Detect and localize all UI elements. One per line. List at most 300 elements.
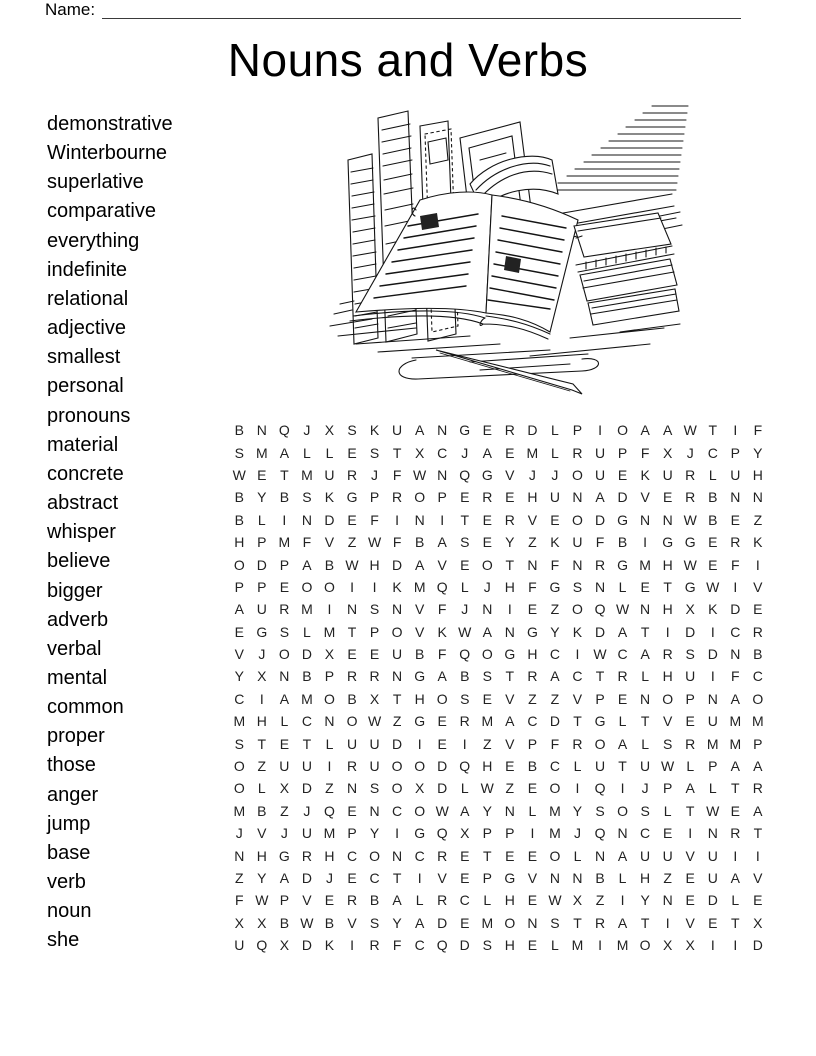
grid-cell: X [234, 914, 244, 931]
grid-cell: L [708, 466, 717, 483]
grid-cell: C [640, 825, 651, 842]
grid-cell: G [278, 847, 290, 864]
grid-cell: L [551, 937, 559, 954]
grid-cell: T [595, 668, 605, 685]
grid-cell: Z [483, 735, 492, 752]
grid-cell: H [504, 937, 515, 954]
grid-cell: O [617, 802, 629, 819]
grid-cell: C [549, 646, 560, 663]
grid-cell: W [683, 511, 697, 528]
stacked-books [574, 213, 679, 325]
grid-cell: M [549, 825, 561, 842]
grid-cell: R [662, 646, 673, 663]
grid-cell: Q [436, 937, 448, 954]
grid-cell: T [573, 713, 582, 730]
word-list-item: common [47, 696, 124, 719]
grid-cell: W [661, 758, 675, 775]
grid-cell: M [323, 825, 336, 842]
grid-cell: S [302, 489, 312, 506]
grid-cell: M [323, 623, 336, 640]
word-list-item: superlative [47, 171, 144, 194]
word-list-item: verbal [47, 637, 102, 660]
grid-cell: R [752, 623, 763, 640]
grid-cell: U [707, 713, 718, 730]
grid-cell: E [550, 511, 560, 528]
grid-cell: G [684, 534, 696, 551]
grid-cell: D [301, 780, 312, 797]
grid-cell: D [594, 623, 606, 640]
grid-cell: F [753, 422, 763, 439]
grid-cell: S [662, 735, 673, 752]
grid-cell: R [730, 534, 741, 551]
grid-cell: O [572, 511, 583, 528]
grid-cell: G [459, 422, 471, 439]
grid-cell: Y [257, 870, 267, 886]
grid-cell: I [395, 511, 400, 528]
grid-cell: O [549, 847, 561, 864]
grid-cell: N [640, 601, 651, 618]
grid-cell: R [369, 668, 380, 685]
word-list-item: jump [47, 812, 91, 835]
grid-cell: E [505, 489, 515, 506]
grid-cell: W [706, 578, 720, 595]
grid-cell: V [527, 511, 538, 528]
books-illustration [320, 98, 694, 412]
grid-cell: N [707, 825, 718, 842]
grid-cell: I [575, 780, 580, 797]
grid-cell: N [346, 780, 358, 797]
word-list-item: personal [47, 375, 124, 398]
grid-cell: R [346, 758, 358, 775]
grid-cell: V [414, 601, 425, 618]
grid-cell: A [617, 847, 628, 864]
grid-cell: Y [234, 668, 244, 685]
grid-cell: E [527, 780, 538, 797]
grid-cell: Y [505, 534, 515, 551]
grid-cell: A [617, 914, 628, 931]
grid-cell: W [367, 534, 382, 551]
grid-cell: H [752, 466, 763, 483]
word-list-item: pronouns [47, 404, 131, 427]
grid-cell: Z [325, 780, 334, 797]
word-list-item: anger [47, 783, 99, 806]
grid-cell: W [435, 802, 449, 819]
grid-cell: B [234, 489, 244, 506]
grid-cell: L [415, 892, 424, 909]
grid-cell: R [504, 422, 515, 439]
grid-cell: K [708, 601, 718, 618]
grid-cell: E [437, 713, 447, 730]
grid-cell: X [685, 601, 695, 618]
grid-cell: E [460, 914, 470, 931]
grid-cell: S [482, 668, 492, 685]
grid-cell: N [752, 489, 763, 506]
grid-cell: N [279, 668, 290, 685]
grid-cell: I [598, 422, 602, 439]
grid-cell: H [662, 601, 673, 618]
grid-cell: Y [482, 802, 492, 819]
grid-cell: C [549, 758, 560, 775]
grid-cell: E [347, 802, 357, 819]
grid-cell: I [327, 758, 332, 775]
grid-cell: T [685, 802, 695, 819]
grid-cell: A [460, 802, 470, 819]
grid-cell: N [324, 713, 335, 730]
grid-cell: O [324, 578, 335, 595]
grid-cell: R [346, 466, 358, 483]
grid-cell: D [685, 623, 696, 640]
grid-cell: E [685, 713, 695, 730]
grid-cell: J [235, 825, 243, 842]
grid-cell: Q [594, 780, 606, 797]
grid-cell: T [640, 623, 650, 640]
grid-cell: E [460, 870, 470, 886]
grid-cell: V [572, 690, 583, 707]
grid-cell: K [572, 623, 583, 640]
grid-cell: P [257, 578, 267, 595]
grid-cell: N [392, 601, 403, 618]
grid-cell: F [392, 937, 402, 954]
grid-cell: P [324, 668, 335, 685]
grid-cell: N [527, 556, 538, 573]
grid-cell: M [729, 735, 742, 752]
grid-cell: O [752, 690, 764, 707]
grid-cell: T [731, 780, 740, 797]
grid-cell: L [257, 511, 266, 528]
grid-cell: A [414, 422, 425, 439]
word-list-item: concrete [47, 462, 124, 485]
grid-cell: G [414, 668, 426, 685]
grid-cell: T [392, 690, 402, 707]
grid-cell: J [371, 466, 379, 483]
grid-cell: N [346, 601, 358, 618]
grid-cell: I [395, 825, 400, 842]
grid-cell: B [753, 646, 763, 663]
grid-cell: P [617, 444, 628, 461]
grid-cell: N [504, 623, 515, 640]
grid-cell: O [639, 937, 651, 954]
grid-cell: L [483, 892, 492, 909]
grid-cell: I [710, 623, 715, 640]
grid-cell: A [482, 444, 492, 461]
grid-cell: R [437, 847, 448, 864]
grid-cell: E [505, 847, 515, 864]
grid-cell: A [730, 758, 740, 775]
grid-cell: Z [257, 758, 267, 775]
grid-cell: Z [234, 870, 244, 886]
grid-cell: P [279, 556, 290, 573]
grid-cell: X [685, 937, 695, 954]
grid-cell: A [437, 668, 447, 685]
grid-cell: B [527, 758, 538, 775]
grid-cell: D [392, 735, 403, 752]
grid-cell: P [279, 892, 290, 909]
grid-cell: N [730, 489, 741, 506]
grid-cell: U [640, 758, 651, 775]
grid-cell: J [573, 825, 581, 842]
grid-cell: L [460, 780, 469, 797]
grid-cell: Q [436, 825, 448, 842]
grid-cell: R [617, 668, 628, 685]
grid-cell: Y [257, 489, 267, 506]
grid-cell: V [505, 466, 515, 483]
grid-cell: R [730, 825, 741, 842]
grid-cell: G [256, 623, 268, 640]
grid-cell: I [643, 534, 648, 551]
word-list-item: she [47, 929, 80, 952]
grid-cell: R [346, 668, 358, 685]
grid-cell: I [530, 825, 535, 842]
grid-cell: R [279, 601, 290, 618]
grid-cell: F [437, 601, 447, 618]
grid-cell: Z [663, 870, 672, 886]
word-list-item: verb [47, 871, 86, 894]
grid-cell: C [414, 847, 425, 864]
grid-cell: Q [256, 937, 268, 954]
grid-cell: B [347, 690, 357, 707]
grid-cell: I [372, 578, 377, 595]
word-list-item: material [47, 433, 119, 456]
grid-cell: I [575, 646, 580, 663]
grid-cell: P [572, 422, 583, 439]
grid-cell: E [708, 556, 718, 573]
grid-cell: M [301, 690, 313, 707]
grid-cell: F [731, 668, 740, 685]
grid-cell: Q [436, 578, 448, 595]
grid-cell: A [234, 601, 244, 618]
grid-cell: M [481, 713, 494, 730]
grid-cell: D [707, 892, 718, 909]
grid-cell: W [683, 422, 697, 439]
word-list-item: Winterbourne [47, 142, 168, 165]
grid-cell: L [303, 444, 311, 461]
grid-cell: N [482, 601, 493, 618]
grid-cell: D [594, 511, 606, 528]
grid-cell: I [688, 825, 693, 842]
grid-cell: K [369, 422, 380, 439]
grid-cell: A [640, 646, 650, 663]
grid-cell: D [549, 713, 560, 730]
grid-cell: W [458, 623, 472, 640]
grid-cell: Z [528, 534, 537, 551]
grid-cell: G [346, 489, 358, 506]
grid-cell: M [706, 735, 719, 752]
grid-cell: E [482, 422, 492, 439]
grid-cell: X [257, 914, 267, 931]
grid-cell: F [550, 735, 560, 752]
grid-cell: E [662, 489, 673, 506]
grid-cell: E [527, 847, 538, 864]
grid-cell: O [346, 713, 358, 730]
grid-cell: T [708, 422, 718, 439]
grid-cell: E [482, 511, 492, 528]
grid-cell: V [234, 646, 244, 663]
grid-cell: O [481, 646, 493, 663]
grid-cell: D [437, 914, 448, 931]
grid-cell: E [279, 735, 290, 752]
grid-cell: J [258, 646, 266, 663]
grid-cell: V [505, 690, 515, 707]
grid-cell: L [573, 847, 582, 864]
grid-cell: R [437, 892, 448, 909]
grid-cell: I [417, 735, 422, 752]
grid-cell: Q [459, 646, 471, 663]
grid-cell: B [595, 870, 605, 886]
grid-cell: A [550, 668, 560, 685]
grid-cell: Y [550, 623, 560, 640]
grid-cell: L [325, 735, 334, 752]
grid-cell: M [255, 444, 268, 461]
grid-cell: V [685, 914, 695, 931]
grid-cell: O [301, 578, 313, 595]
grid-cell: T [573, 914, 582, 931]
grid-cell: N [572, 489, 583, 506]
grid-cell: M [752, 713, 764, 730]
grid-cell: O [391, 623, 403, 640]
grid-cell: N [437, 422, 448, 439]
grid-cell: G [594, 713, 606, 730]
word-list-item: noun [47, 900, 92, 923]
grid-cell: V [324, 534, 335, 551]
grid-cell: E [257, 466, 267, 483]
grid-cell: H [527, 646, 538, 663]
grid-cell: H [504, 892, 515, 909]
grid-cell: B [708, 511, 718, 528]
grid-cell: N [640, 511, 651, 528]
grid-cell: C [346, 847, 358, 864]
grid-cell: N [730, 646, 741, 663]
grid-cell: D [730, 601, 741, 618]
grid-cell: O [617, 422, 629, 439]
grid-cell: G [617, 556, 629, 573]
grid-cell: N [662, 511, 673, 528]
grid-cell: S [279, 623, 290, 640]
grid-cell: O [233, 780, 245, 797]
grid-cell: V [640, 489, 650, 506]
grid-cell: X [414, 444, 425, 461]
grid-cell: E [753, 601, 763, 618]
grid-cell: B [257, 802, 267, 819]
grid-cell: M [481, 914, 494, 931]
grid-cell: M [233, 713, 246, 730]
grid-cell: P [482, 870, 492, 886]
grid-cell: S [369, 914, 380, 931]
grid-cell: Z [347, 534, 357, 551]
grid-cell: X [279, 937, 290, 954]
grid-cell: M [639, 556, 651, 573]
grid-cell: L [280, 713, 289, 730]
grid-cell: C [707, 444, 718, 461]
grid-cell: V [347, 914, 357, 931]
word-list-item: those [47, 754, 96, 777]
grid-cell: Q [278, 422, 290, 439]
grid-cell: A [753, 758, 763, 775]
grid-cell: E [234, 623, 244, 640]
grid-cell: U [594, 444, 606, 461]
grid-cell: O [369, 847, 380, 864]
grid-cell: U [707, 847, 718, 864]
grid-cell: S [460, 690, 470, 707]
grid-cell: I [710, 668, 715, 685]
grid-cell: F [392, 466, 402, 483]
grid-cell: L [303, 623, 311, 640]
grid-cell: W [413, 466, 427, 483]
grid-cell: P [708, 758, 718, 775]
grid-cell: D [752, 937, 763, 954]
grid-cell: L [731, 892, 740, 909]
word-list-item: demonstrative [47, 113, 173, 135]
grid-cell: A [482, 623, 492, 640]
grid-cell: X [753, 914, 763, 931]
grid-cell: V [753, 578, 763, 595]
grid-cell: P [234, 578, 244, 595]
grid-cell: U [594, 758, 606, 775]
grid-cell: C [752, 668, 763, 685]
grid-cell: R [527, 668, 538, 685]
grid-cell: I [755, 847, 760, 864]
grid-cell: J [641, 780, 649, 797]
grid-cell: R [685, 489, 696, 506]
grid-cell: M [301, 466, 313, 483]
grid-cell: I [327, 601, 332, 618]
grid-cell: C [527, 713, 538, 730]
name-row [45, 1, 741, 19]
grid-cell: V [662, 713, 673, 730]
word-list-item: adjective [47, 317, 126, 340]
grid-cell: M [413, 578, 426, 595]
grid-cell: N [662, 892, 673, 909]
grid-cell: M [616, 937, 629, 954]
grid-cell: F [392, 534, 402, 551]
grid-cell: R [572, 735, 583, 752]
grid-cell: Q [594, 825, 606, 842]
grid-cell: E [527, 892, 538, 909]
word-list-item: relational [47, 287, 129, 310]
grid-cell: K [324, 937, 335, 954]
grid-cell: Z [392, 713, 402, 730]
grid-cell: A [617, 623, 628, 640]
grid-cell: S [572, 578, 583, 595]
grid-cell: N [369, 802, 380, 819]
grid-cell: F [528, 578, 537, 595]
grid-cell: O [233, 556, 245, 573]
name-label: Name: [45, 0, 96, 19]
grid-cell: T [460, 511, 470, 528]
grid-cell: K [753, 534, 763, 551]
grid-cell: S [369, 444, 380, 461]
grid-cell: E [685, 892, 695, 909]
grid-cell: I [665, 914, 670, 931]
grid-cell: L [551, 444, 559, 461]
grid-cell: A [279, 444, 290, 461]
word-list-item: comparative [47, 200, 156, 223]
grid-cell: I [620, 892, 625, 909]
grid-cell: R [504, 511, 515, 528]
grid-cell: V [753, 870, 763, 886]
grid-cell: X [662, 937, 673, 954]
grid-cell: F [640, 444, 650, 461]
grid-cell: I [620, 780, 625, 797]
grid-cell: E [437, 735, 447, 752]
grid-cell: G [617, 511, 629, 528]
grid-cell: M [301, 601, 313, 618]
grid-cell: B [460, 668, 470, 685]
grid-cell: N [617, 825, 628, 842]
grid-cell: J [461, 444, 469, 461]
grid-cell: G [684, 578, 696, 595]
grid-cell: T [640, 914, 650, 931]
word-list-item: mental [47, 666, 108, 689]
